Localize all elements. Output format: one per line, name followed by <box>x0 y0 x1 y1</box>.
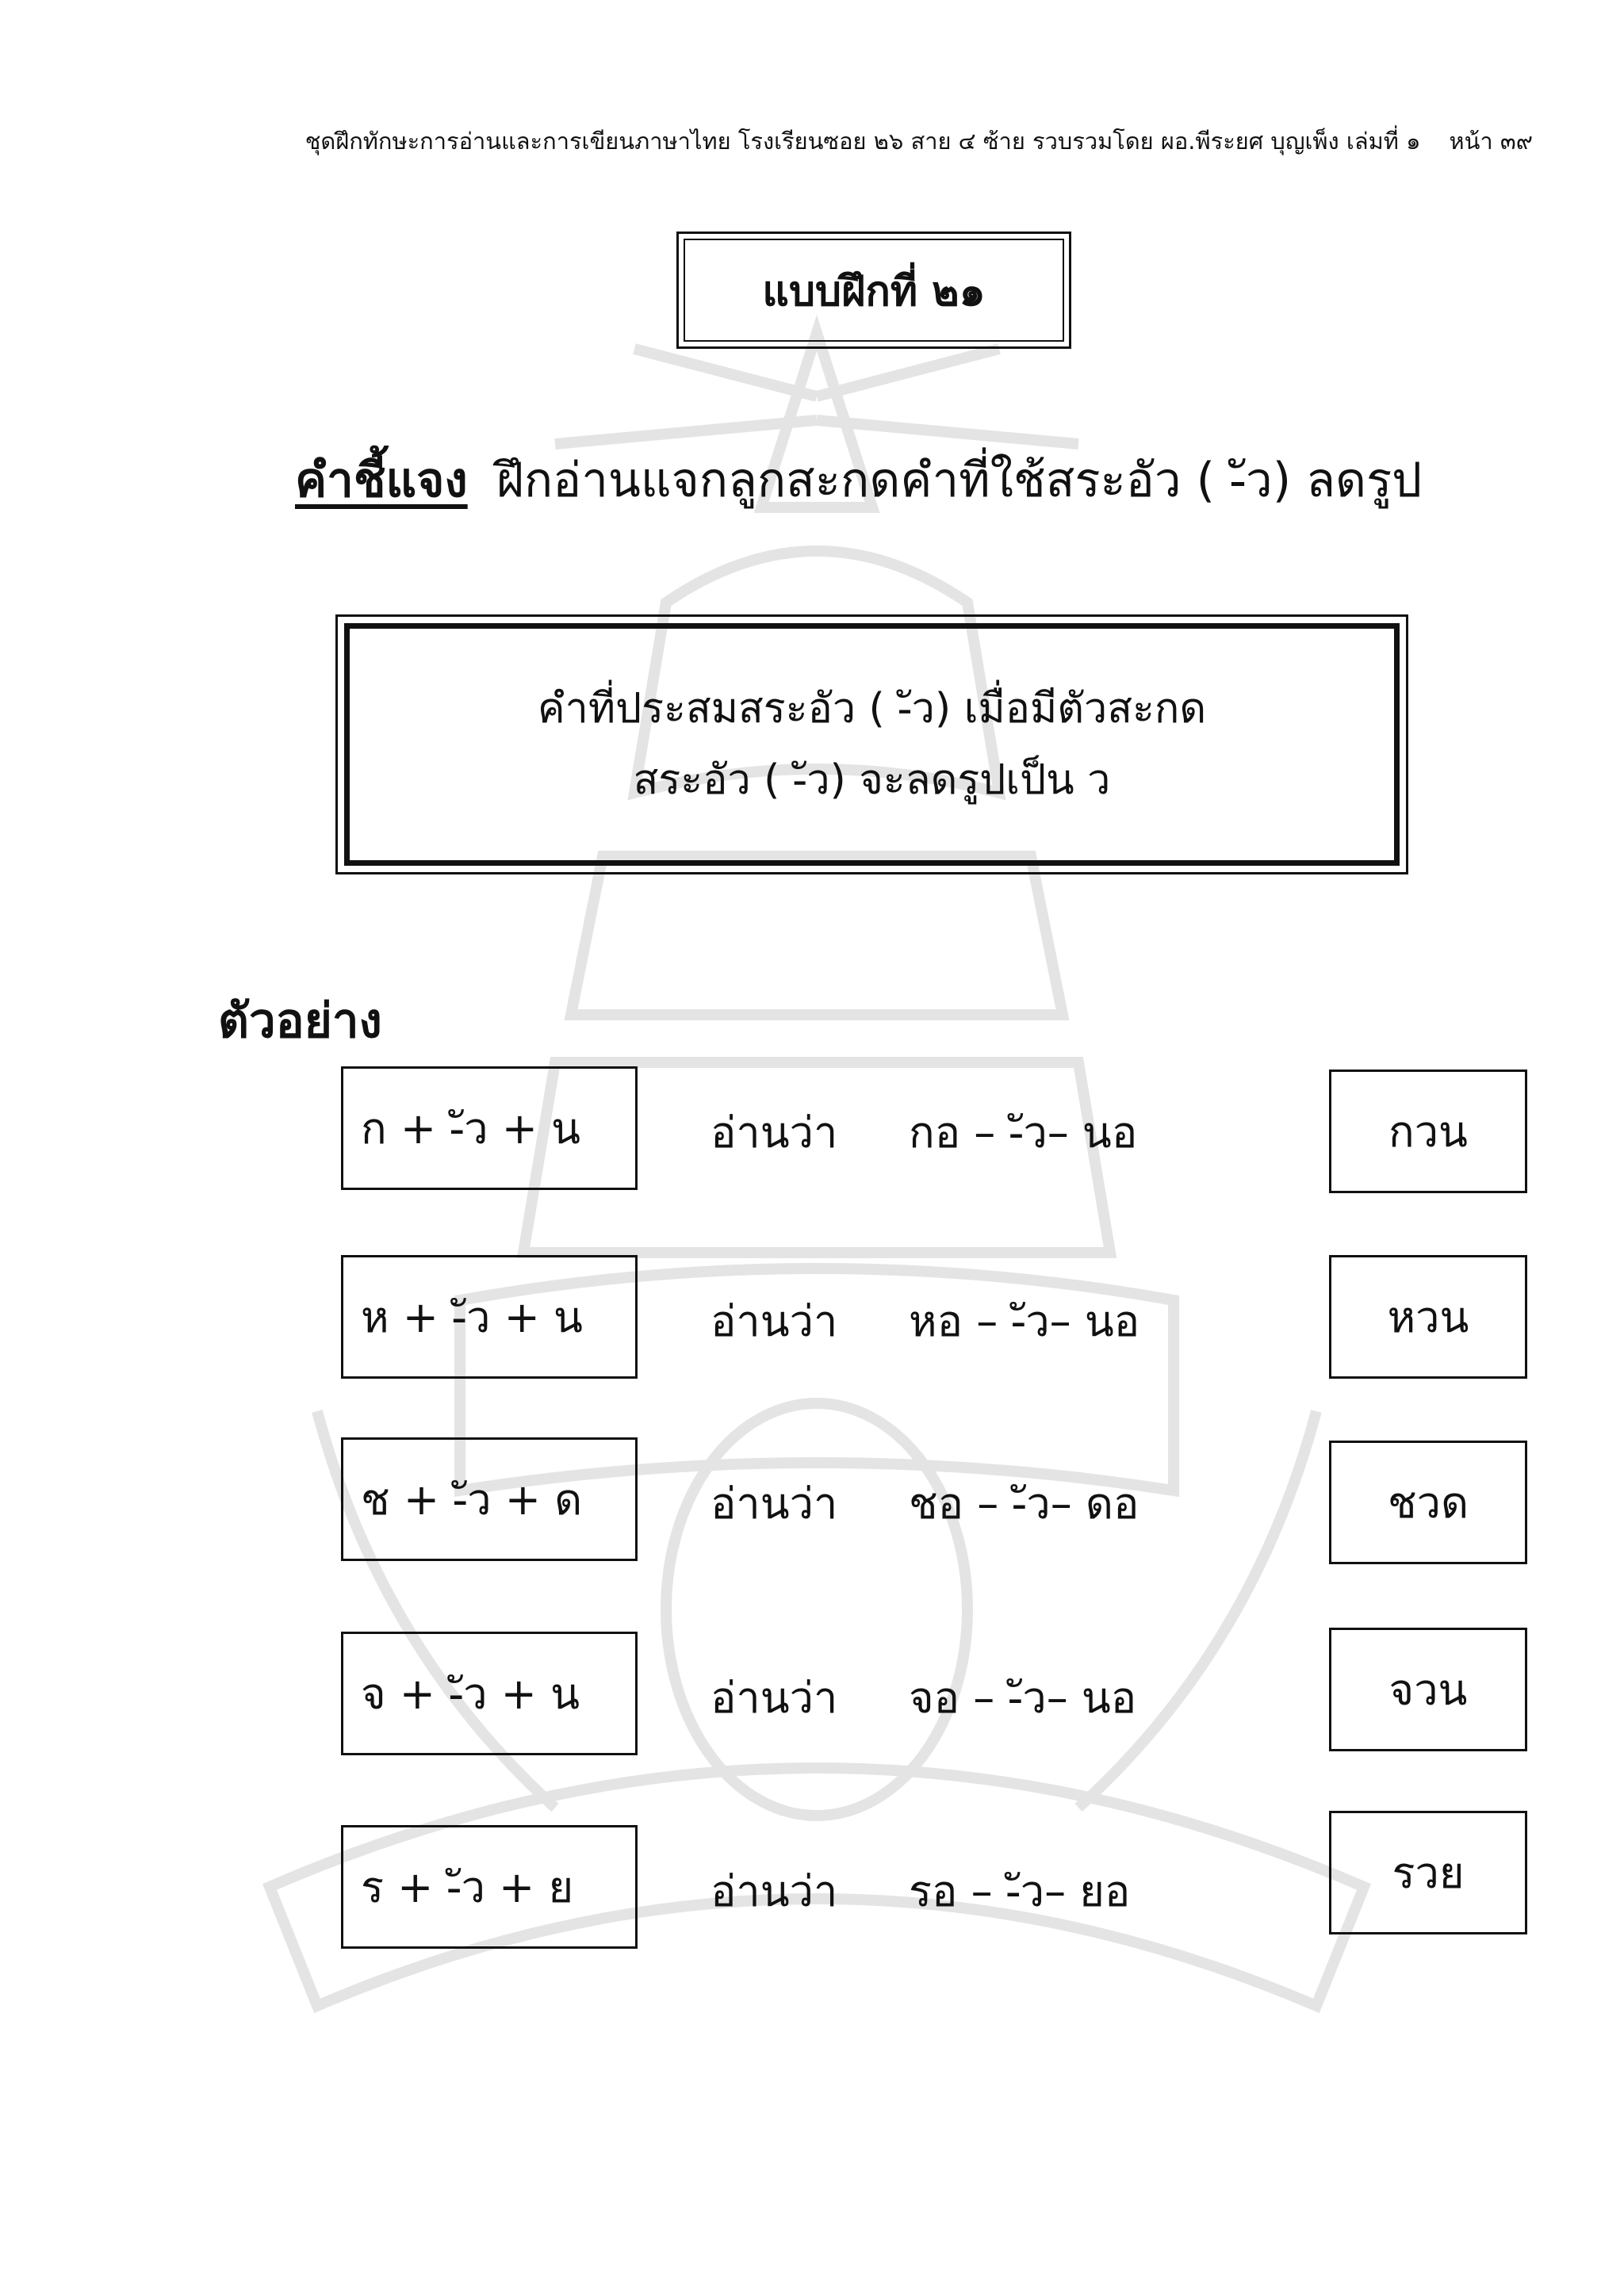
header-text: ชุดฝึกทักษะการอ่านและการเขียนภาษาไทย โรงเรียนซอย ๒๖ สาย ๔ ซ้าย รวบรวมโดย ผอ.พีระยศ บุญเพ็ง เล่มที่ ๑ <box>304 128 1421 155</box>
page-header <box>305 123 1533 159</box>
spelling-formula: ช + -ัว + ด <box>341 1437 638 1561</box>
read-as-label: อ่านว่า <box>710 1673 838 1723</box>
read-as-label: อ่านว่า <box>710 1866 838 1916</box>
spelling-formula: ห + -ัว + น <box>341 1255 638 1379</box>
exercise-title-box <box>676 232 1071 349</box>
example-row <box>0 1825 1624 1952</box>
instruction-label: คำชี้แจง <box>295 453 468 508</box>
example-heading: ตัวอย่าง <box>218 993 382 1049</box>
example-row <box>0 1632 1624 1758</box>
reading: กอ – -ัว– นอ <box>909 1108 1138 1158</box>
read-as-label: อ่านว่า <box>710 1479 838 1529</box>
read-as-label: อ่านว่า <box>710 1108 838 1158</box>
instruction <box>295 442 1422 518</box>
instruction-text: ฝึกอ่านแจกลูกสะกดคำที่ใช้สระอัว ( -ัว) ลดรูป <box>496 453 1423 508</box>
reading: จอ – -ัว– นอ <box>909 1673 1137 1723</box>
spelling-formula: ก + -ัว + น <box>341 1066 638 1190</box>
rule-line-1: คำที่ประสมสระอัว ( -ัว) เมื่อมีตัวสะกด <box>537 685 1207 733</box>
page-number: หน้า ๓๙ <box>1449 128 1533 155</box>
result-word: ชวด <box>1329 1441 1527 1564</box>
rule-box <box>335 614 1408 874</box>
result-word: จวน <box>1329 1628 1527 1751</box>
read-as-label: อ่านว่า <box>710 1296 838 1346</box>
example-row <box>0 1066 1624 1193</box>
example-row <box>0 1255 1624 1382</box>
reading: หอ – -ัว– นอ <box>909 1296 1140 1346</box>
result-word: หวน <box>1329 1255 1527 1379</box>
spelling-formula: จ + -ัว + น <box>341 1632 638 1755</box>
exercise-title: แบบฝึกที่ ๒๑ <box>762 267 986 316</box>
rule-line-2: สระอัว ( -ัว) จะลดรูปเป็น ว <box>633 756 1111 804</box>
result-word: กวน <box>1329 1070 1527 1193</box>
reading: รอ – -ัว– ยอ <box>909 1866 1131 1916</box>
example-row <box>0 1437 1624 1564</box>
result-word: รวย <box>1329 1811 1527 1934</box>
spelling-formula: ร + -ัว + ย <box>341 1825 638 1949</box>
rule-box-inner <box>344 623 1400 866</box>
reading: ชอ – -ัว– ดอ <box>909 1479 1139 1529</box>
school-emblem-watermark <box>222 301 1411 2085</box>
